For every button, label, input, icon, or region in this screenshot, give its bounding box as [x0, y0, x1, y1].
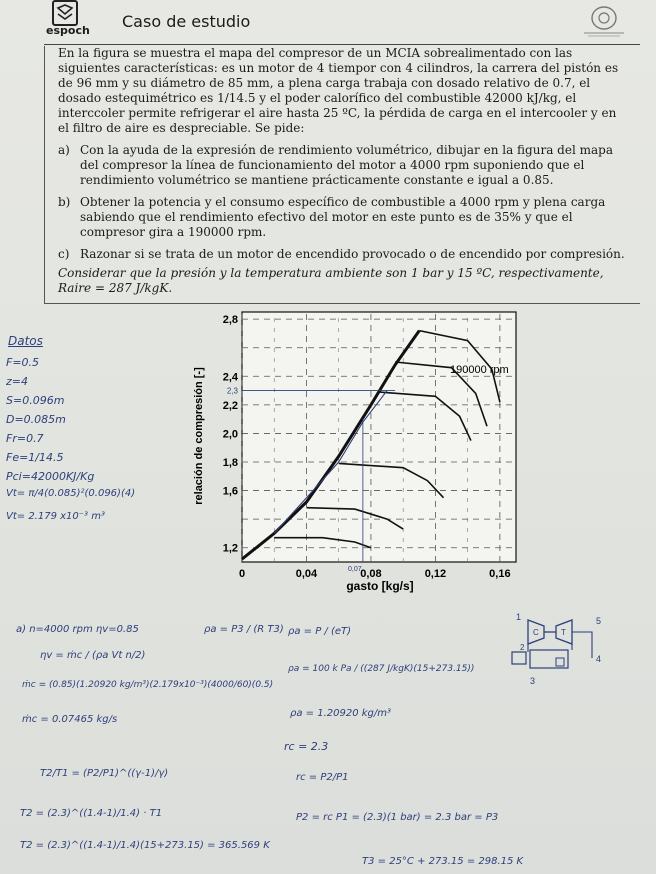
problem-intro: En la figura se muestra el mapa del compresor de un MCIA sobrealimentado con las siguientes características: es un motor de 4 tiempor con 4 cilindros, la carrera del pistón es de 96 mm y su diámetro de 85 mm, a plena carga trabaja con dosado relativo de 0.7, el dosado estequimétrico es 1/14.5 y el poder calorífico del combustible 42000 kJ/kg, el interccoler permite refrigerar el aire hasta 25 ºC, la pérdida de carga en el intercooler y en el filtro de aire es despreciable. Se pide: — [58, 46, 619, 135]
solution-line-left: ṁc = 0.07465 kg/s — [22, 714, 118, 725]
schematic-label-t: T — [561, 628, 566, 637]
solution-line-mid: ρa = P / (eT) — [288, 626, 352, 637]
schematic-label-3: 3 — [530, 676, 536, 686]
solution-line-mid: rc = P2/P1 — [296, 772, 349, 783]
handwritten-data-line: Vt= π/4(0.085)²(0.096)(4) — [6, 488, 136, 499]
chart-y-tick-label: 1,8 — [222, 457, 238, 469]
chart-y-tick-label: 2,0 — [222, 428, 238, 441]
problem-statement — [58, 46, 630, 269]
chart-x-tick-label: 0,08 — [360, 568, 382, 580]
chart-handwritten-y-mark: 2,3 — [226, 386, 238, 396]
chart-x-tick-label: 0,16 — [489, 568, 511, 580]
problem-item-a — [58, 143, 630, 188]
item-label: a) — [58, 143, 70, 157]
chart-x-tick-label: 0 — [238, 568, 246, 580]
chart-y-axis-label: relación de compresión [-] — [193, 367, 205, 505]
handwritten-data-line: Vt= 2.179 x10⁻³ m³ — [6, 511, 105, 522]
solution-line-left: a) n=4000 rpm ηv=0.85 — [16, 624, 139, 635]
schematic-label-c: C — [533, 628, 539, 637]
solution-line-left: T2/T1 = (P2/P1)^((γ-1)/γ) — [40, 768, 169, 779]
solution-line-mid: P2 = rc P1 = (2.3)(1 bar) = 2.3 bar = P3 — [296, 812, 499, 823]
faculty-crest-icon — [580, 4, 628, 38]
problem-item-c — [58, 247, 630, 262]
turbo-schematic-diagram — [500, 612, 620, 702]
chart-y-tick-label: 1,6 — [222, 485, 238, 498]
problem-item-b — [58, 195, 630, 240]
handwritten-data-line: S=0.096m — [6, 394, 65, 407]
chart-handwritten-x-mark: 0,07 — [348, 566, 362, 573]
page-title: Caso de estudio — [122, 12, 251, 31]
solution-line-mid: ρa = 1.20920 kg/m³ — [290, 708, 392, 719]
solution-line-left: ṁc = (0.85)(1.20920 kg/m³)(2.179x10⁻³)(4000/60)(0.5) — [22, 680, 274, 690]
solution-line-left: T2 = (2.3)^((1.4-1)/1.4) · T1 — [20, 808, 163, 819]
chart-y-tick-label: 2,4 — [222, 371, 238, 384]
statement-border-left — [44, 46, 45, 304]
chart-y-tick-label: 2,8 — [222, 314, 238, 327]
chart-x-tick-label: 0,04 — [295, 568, 318, 580]
espoch-logo-icon — [52, 0, 78, 26]
chart-y-tick-label: 1,2 — [222, 542, 238, 555]
item-text: Con la ayuda de la expresión de rendimiento volumétrico, dibujar en la figura del mapa del compresor la línea de funcionamiento del motor a 4000 rpm suponiendo que el rendimiento volumétrico se mantiene prácticamente constante e igual a 0.85. — [80, 143, 613, 187]
solution-line-mid: T3 = 25°C + 273.15 = 298.15 K — [362, 856, 524, 867]
schematic-label-1: 1 — [516, 612, 522, 622]
schematic-label-2: 2 — [520, 643, 525, 652]
chart-annotation-rpm: 190000 rpm — [450, 364, 509, 376]
handwritten-data-line: Fr=0.7 — [6, 432, 44, 445]
handwritten-data-line: Pci=42000KJ/Kg — [6, 470, 95, 483]
logo-text: espoch — [46, 24, 90, 37]
handwritten-data-line: z=4 — [6, 375, 28, 388]
handwritten-data-line: D=0.085m — [6, 413, 66, 426]
solution-line-mid: ρa = 100 k Pa / ((287 J/kgK)(15+273.15)) — [288, 664, 475, 674]
problem-note: Considerar que la presión y la temperatura ambiente son 1 bar y 15 ºC, respectivamente, Raire = 287 J/kgK. — [58, 266, 604, 295]
solution-line-left: T2 = (2.3)^((1.4-1)/1.4)(15+273.15) = 365.569 K — [20, 840, 270, 851]
chart-x-axis-label: gasto [kg/s] — [346, 579, 414, 593]
item-label: c) — [58, 247, 70, 261]
solution-line-mid: ρa = P3 / (R T3) — [204, 624, 284, 635]
schematic-label-5: 5 — [596, 616, 602, 626]
compressor-map-chart — [180, 306, 530, 602]
item-label: b) — [58, 195, 71, 209]
header-rule — [44, 44, 640, 45]
handwritten-data-line: F=0.5 — [6, 356, 40, 369]
chart-x-tick-label: 0,12 — [424, 568, 447, 580]
solution-line-left: ηv = ṁc / (ρa Vt n/2) — [40, 650, 146, 661]
solution-line-mid: rc = 2.3 — [284, 740, 329, 753]
item-text: Razonar si se trata de un motor de encendido provocado o de encendido por compresión. — [80, 247, 625, 261]
handwritten-data-title: Datos — [8, 334, 43, 348]
statement-border-bottom — [44, 303, 640, 304]
page-header — [0, 0, 656, 46]
chart-y-tick-label: 2,2 — [222, 399, 238, 412]
handwritten-data-line: Fe=1/14.5 — [6, 451, 64, 464]
item-text: Obtener la potencia y el consumo específico de combustible a 4000 rpm y plena carga sabiendo que el rendimiento efectivo del motor en este punto es de 35% y que el compresor gira a 190000 rpm. — [80, 195, 606, 239]
schematic-label-4: 4 — [596, 654, 602, 664]
